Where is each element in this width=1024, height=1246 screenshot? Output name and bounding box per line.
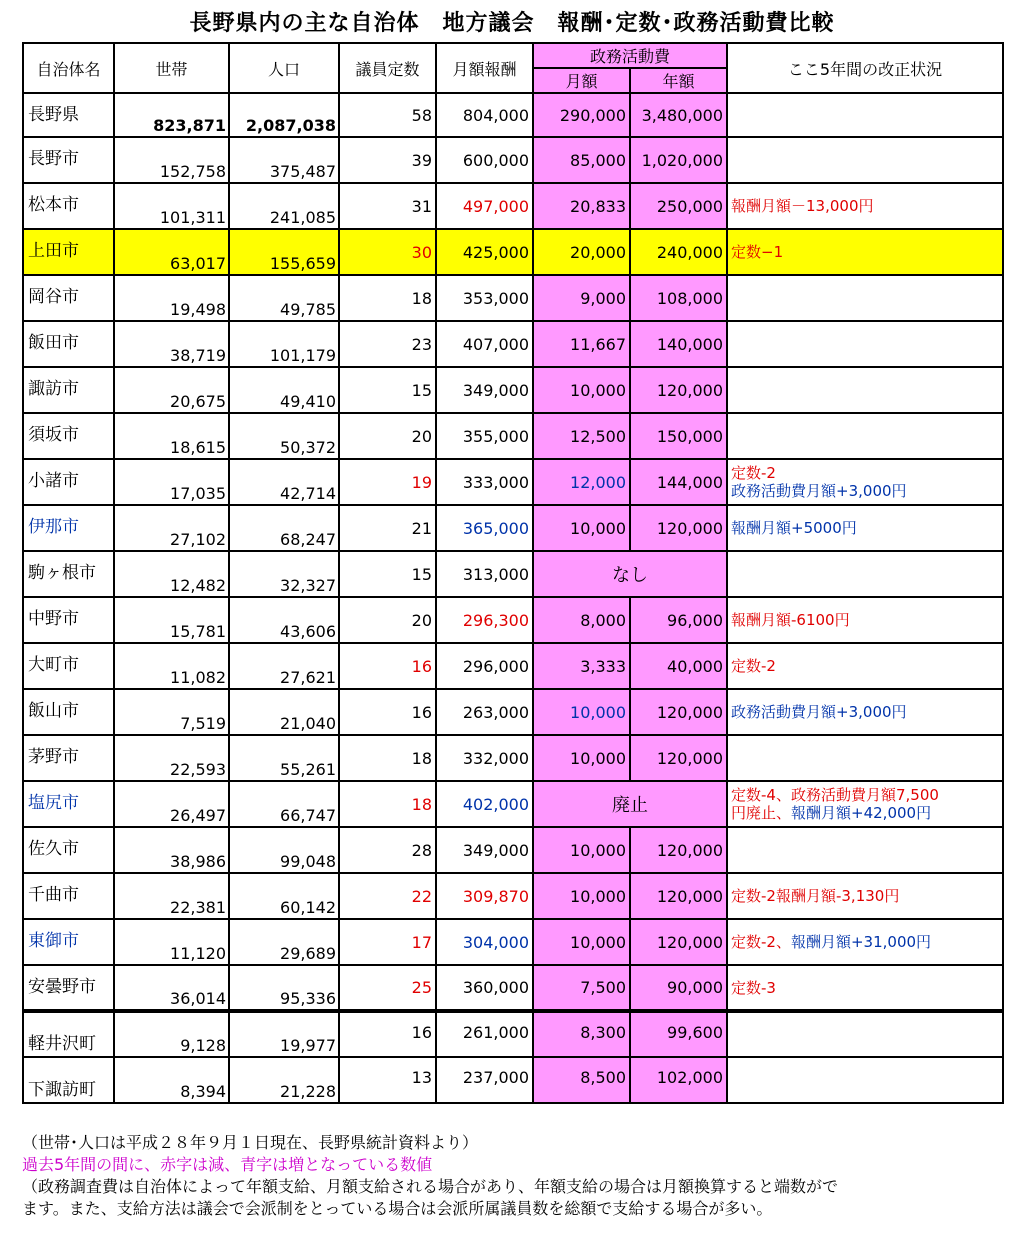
row-seats: 20 — [339, 597, 436, 643]
row-seats: 58 — [339, 93, 436, 137]
footer-color-legend: 過去5年間の間に、赤字は減、青字は増となっている数値 — [22, 1155, 433, 1174]
table-row — [23, 413, 1003, 459]
table-row — [23, 551, 1003, 597]
row-population: 50,372 — [229, 413, 339, 459]
row-seats: 20 — [339, 413, 436, 459]
row-pay: 313,000 — [436, 551, 533, 597]
row-pay: 263,000 — [436, 689, 533, 735]
row-seats: 21 — [339, 505, 436, 551]
row-note-line1: 定数-2 — [731, 464, 776, 482]
row-population: 99,048 — [229, 827, 339, 873]
row-population: 68,247 — [229, 505, 339, 551]
footer-note-line1: （政務調査費は自治体によって年額支給、月額支給される場合があり、年額支給の場合は月額換算すると端数がで — [22, 1177, 839, 1196]
row-seats: 16 — [339, 1011, 436, 1057]
row-population: 49,785 — [229, 275, 339, 321]
header-seats: 議員定数 — [339, 43, 436, 93]
row-note — [727, 781, 1003, 827]
row-activity-month: 290,000 — [533, 93, 630, 137]
row-name: 東御市 — [23, 919, 114, 965]
table-row — [23, 689, 1003, 735]
row-note — [727, 1011, 1003, 1057]
row-activity-month: 8,500 — [533, 1057, 630, 1103]
row-households: 22,381 — [114, 873, 229, 919]
comparison-table — [22, 42, 1004, 1104]
table-row — [23, 597, 1003, 643]
row-activity-month: 20,000 — [533, 229, 630, 275]
row-pay: 309,870 — [436, 873, 533, 919]
row-pay: 425,000 — [436, 229, 533, 275]
table-row — [23, 137, 1003, 183]
row-note — [727, 275, 1003, 321]
row-name: 千曲市 — [23, 873, 114, 919]
row-pay: 304,000 — [436, 919, 533, 965]
row-seats: 18 — [339, 781, 436, 827]
row-seats: 13 — [339, 1057, 436, 1103]
header-activity-year: 年額 — [630, 68, 727, 93]
row-pay: 296,300 — [436, 597, 533, 643]
row-name: 松本市 — [23, 183, 114, 229]
row-households: 9,128 — [114, 1011, 229, 1057]
row-pay: 332,000 — [436, 735, 533, 781]
row-note — [727, 551, 1003, 597]
row-activity-year: 120,000 — [630, 827, 727, 873]
row-activity-month: 11,667 — [533, 321, 630, 367]
row-activity-merged: 廃止 — [533, 781, 727, 827]
row-activity-year: 96,000 — [630, 597, 727, 643]
row-households: 27,102 — [114, 505, 229, 551]
table-row — [23, 1011, 1003, 1057]
row-households: 17,035 — [114, 459, 229, 505]
row-households: 18,615 — [114, 413, 229, 459]
row-activity-month: 20,833 — [533, 183, 630, 229]
row-pay: 497,000 — [436, 183, 533, 229]
row-note: 定数−1 — [727, 229, 1003, 275]
header-population: 人口 — [229, 43, 339, 93]
page-title: 長野県内の主な自治体 地方議会 報酬･定数･政務活動費比較 — [189, 11, 835, 36]
row-population: 66,747 — [229, 781, 339, 827]
row-population: 32,327 — [229, 551, 339, 597]
row-households: 38,719 — [114, 321, 229, 367]
row-activity-year: 120,000 — [630, 505, 727, 551]
row-name: 安曇野市 — [23, 965, 114, 1011]
row-note-line1: 定数-4、政務活動費月額7,500 — [731, 786, 939, 804]
row-name: 中野市 — [23, 597, 114, 643]
row-name: 佐久市 — [23, 827, 114, 873]
row-name: 茅野市 — [23, 735, 114, 781]
row-households: 22,593 — [114, 735, 229, 781]
row-pay: 333,000 — [436, 459, 533, 505]
row-seats: 23 — [339, 321, 436, 367]
row-pay: 360,000 — [436, 965, 533, 1011]
row-note-line2b: 報酬月額+42,000円 — [791, 804, 932, 822]
row-activity-month: 85,000 — [533, 137, 630, 183]
row-activity-month: 10,000 — [533, 367, 630, 413]
header-name: 自治体名 — [23, 43, 114, 93]
row-name: 岡谷市 — [23, 275, 114, 321]
row-activity-month: 8,000 — [533, 597, 630, 643]
row-activity-year: 90,000 — [630, 965, 727, 1011]
row-note-part2: 報酬月額+31,000円 — [790, 933, 932, 951]
row-name: 大町市 — [23, 643, 114, 689]
row-seats: 17 — [339, 919, 436, 965]
row-note — [727, 413, 1003, 459]
row-name: 塩尻市 — [23, 781, 114, 827]
table-row — [23, 827, 1003, 873]
row-activity-month: 3,333 — [533, 643, 630, 689]
row-activity-month: 9,000 — [533, 275, 630, 321]
row-seats: 25 — [339, 965, 436, 1011]
table-row-highlighted — [23, 229, 1003, 275]
row-name: 上田市 — [23, 229, 114, 275]
row-name: 下諏訪町 — [23, 1057, 114, 1103]
row-population: 155,659 — [229, 229, 339, 275]
row-population: 375,487 — [229, 137, 339, 183]
header-households: 世帯 — [114, 43, 229, 93]
row-activity-month: 12,000 — [533, 459, 630, 505]
row-note: 政務活動費月額+3,000円 — [727, 689, 1003, 735]
row-pay: 804,000 — [436, 93, 533, 137]
row-households: 11,120 — [114, 919, 229, 965]
row-seats: 30 — [339, 229, 436, 275]
row-population: 49,410 — [229, 367, 339, 413]
table-row — [23, 367, 1003, 413]
row-note — [727, 919, 1003, 965]
row-population: 95,336 — [229, 965, 339, 1011]
row-name: 伊那市 — [23, 505, 114, 551]
row-name: 須坂市 — [23, 413, 114, 459]
row-note — [727, 1057, 1003, 1103]
row-households: 152,758 — [114, 137, 229, 183]
row-name: 飯山市 — [23, 689, 114, 735]
row-households: 101,311 — [114, 183, 229, 229]
table-row — [23, 321, 1003, 367]
row-population: 2,087,038 — [229, 93, 339, 137]
row-population: 27,621 — [229, 643, 339, 689]
row-name: 小諸市 — [23, 459, 114, 505]
row-population: 55,261 — [229, 735, 339, 781]
row-seats: 16 — [339, 643, 436, 689]
table-row — [23, 275, 1003, 321]
row-pay: 355,000 — [436, 413, 533, 459]
row-population: 19,977 — [229, 1011, 339, 1057]
row-population: 43,606 — [229, 597, 339, 643]
row-name: 駒ヶ根市 — [23, 551, 114, 597]
row-seats: 19 — [339, 459, 436, 505]
row-note — [727, 93, 1003, 137]
row-activity-year: 99,600 — [630, 1011, 727, 1057]
row-households: 19,498 — [114, 275, 229, 321]
row-seats: 18 — [339, 735, 436, 781]
row-note: 報酬月額-6100円 — [727, 597, 1003, 643]
row-pay: 237,000 — [436, 1057, 533, 1103]
row-pay: 353,000 — [436, 275, 533, 321]
table-row — [23, 93, 1003, 137]
row-note — [727, 137, 1003, 183]
row-activity-year: 102,000 — [630, 1057, 727, 1103]
row-seats: 15 — [339, 367, 436, 413]
row-name: 軽井沢町 — [23, 1011, 114, 1057]
row-households: 63,017 — [114, 229, 229, 275]
row-name: 諏訪市 — [23, 367, 114, 413]
row-households: 823,871 — [114, 93, 229, 137]
row-activity-year: 40,000 — [630, 643, 727, 689]
footer-note-line2: ます。また、支給方法は議会で会派制をとっている場合は会派所属議員数を総額で支給する場合が多い。 — [22, 1199, 773, 1218]
row-activity-month: 10,000 — [533, 873, 630, 919]
row-activity-year: 144,000 — [630, 459, 727, 505]
table-row — [23, 781, 1003, 827]
row-note: 報酬月額+5000円 — [727, 505, 1003, 551]
row-pay: 402,000 — [436, 781, 533, 827]
row-households: 15,781 — [114, 597, 229, 643]
row-seats: 16 — [339, 689, 436, 735]
row-activity-month: 7,500 — [533, 965, 630, 1011]
row-population: 42,714 — [229, 459, 339, 505]
table-row — [23, 505, 1003, 551]
row-pay: 349,000 — [436, 827, 533, 873]
row-note: 定数-2 — [727, 643, 1003, 689]
row-activity-year: 240,000 — [630, 229, 727, 275]
table-row — [23, 1057, 1003, 1103]
row-households: 7,519 — [114, 689, 229, 735]
row-name: 長野県 — [23, 93, 114, 137]
row-note: 定数-2報酬月額-3,130円 — [727, 873, 1003, 919]
row-activity-year: 120,000 — [630, 689, 727, 735]
row-note — [727, 367, 1003, 413]
row-seats: 28 — [339, 827, 436, 873]
table-row — [23, 965, 1003, 1011]
row-population: 241,085 — [229, 183, 339, 229]
row-note — [727, 735, 1003, 781]
row-households: 20,675 — [114, 367, 229, 413]
row-pay: 349,000 — [436, 367, 533, 413]
row-pay: 261,000 — [436, 1011, 533, 1057]
row-households: 38,986 — [114, 827, 229, 873]
row-population: 21,040 — [229, 689, 339, 735]
row-activity-year: 108,000 — [630, 275, 727, 321]
row-population: 29,689 — [229, 919, 339, 965]
row-seats: 39 — [339, 137, 436, 183]
table-row — [23, 735, 1003, 781]
row-activity-month: 10,000 — [533, 919, 630, 965]
row-activity-month: 12,500 — [533, 413, 630, 459]
table-row — [23, 459, 1003, 505]
row-activity-year: 120,000 — [630, 367, 727, 413]
row-seats: 31 — [339, 183, 436, 229]
row-activity-year: 150,000 — [630, 413, 727, 459]
row-pay: 600,000 — [436, 137, 533, 183]
row-pay: 407,000 — [436, 321, 533, 367]
footer-notes — [22, 1132, 1002, 1220]
row-population: 60,142 — [229, 873, 339, 919]
row-seats: 22 — [339, 873, 436, 919]
row-note-line2a: 円廃止、 — [731, 804, 792, 822]
row-note-part1: 定数-2、 — [731, 933, 791, 951]
row-activity-month: 10,000 — [533, 827, 630, 873]
row-seats: 18 — [339, 275, 436, 321]
row-activity-year: 120,000 — [630, 735, 727, 781]
table-row — [23, 643, 1003, 689]
row-activity-year: 140,000 — [630, 321, 727, 367]
row-households: 11,082 — [114, 643, 229, 689]
row-activity-month: 10,000 — [533, 735, 630, 781]
row-pay: 365,000 — [436, 505, 533, 551]
header-activity: 政務活動費 — [533, 43, 727, 68]
footer-source: （世帯･人口は平成２８年９月１日現在、長野県統計資料より） — [22, 1133, 479, 1152]
row-note: 定数-3 — [727, 965, 1003, 1011]
row-population: 101,179 — [229, 321, 339, 367]
row-note: 報酬月額－13,000円 — [727, 183, 1003, 229]
row-activity-year: 120,000 — [630, 873, 727, 919]
row-activity-month: 10,000 — [533, 689, 630, 735]
row-activity-merged: なし — [533, 551, 727, 597]
row-name: 長野市 — [23, 137, 114, 183]
row-activity-year: 120,000 — [630, 919, 727, 965]
header-revision: ここ5年間の改正状況 — [727, 43, 1003, 93]
header-activity-month: 月額 — [533, 68, 630, 93]
row-activity-year: 1,020,000 — [630, 137, 727, 183]
row-note-line2: 政務活動費月額+3,000円 — [731, 482, 907, 500]
header-monthly-pay: 月額報酬 — [436, 43, 533, 93]
table-row — [23, 919, 1003, 965]
row-activity-month: 8,300 — [533, 1011, 630, 1057]
row-population: 21,228 — [229, 1057, 339, 1103]
row-note — [727, 459, 1003, 505]
row-name: 飯田市 — [23, 321, 114, 367]
row-note — [727, 321, 1003, 367]
row-activity-year: 250,000 — [630, 183, 727, 229]
row-households: 8,394 — [114, 1057, 229, 1103]
row-activity-year: 3,480,000 — [630, 93, 727, 137]
row-note — [727, 827, 1003, 873]
row-activity-month: 10,000 — [533, 505, 630, 551]
row-households: 26,497 — [114, 781, 229, 827]
table-row — [23, 873, 1003, 919]
row-households: 12,482 — [114, 551, 229, 597]
row-seats: 15 — [339, 551, 436, 597]
header-row — [23, 43, 1003, 68]
row-pay: 296,000 — [436, 643, 533, 689]
row-households: 36,014 — [114, 965, 229, 1011]
table-row — [23, 183, 1003, 229]
